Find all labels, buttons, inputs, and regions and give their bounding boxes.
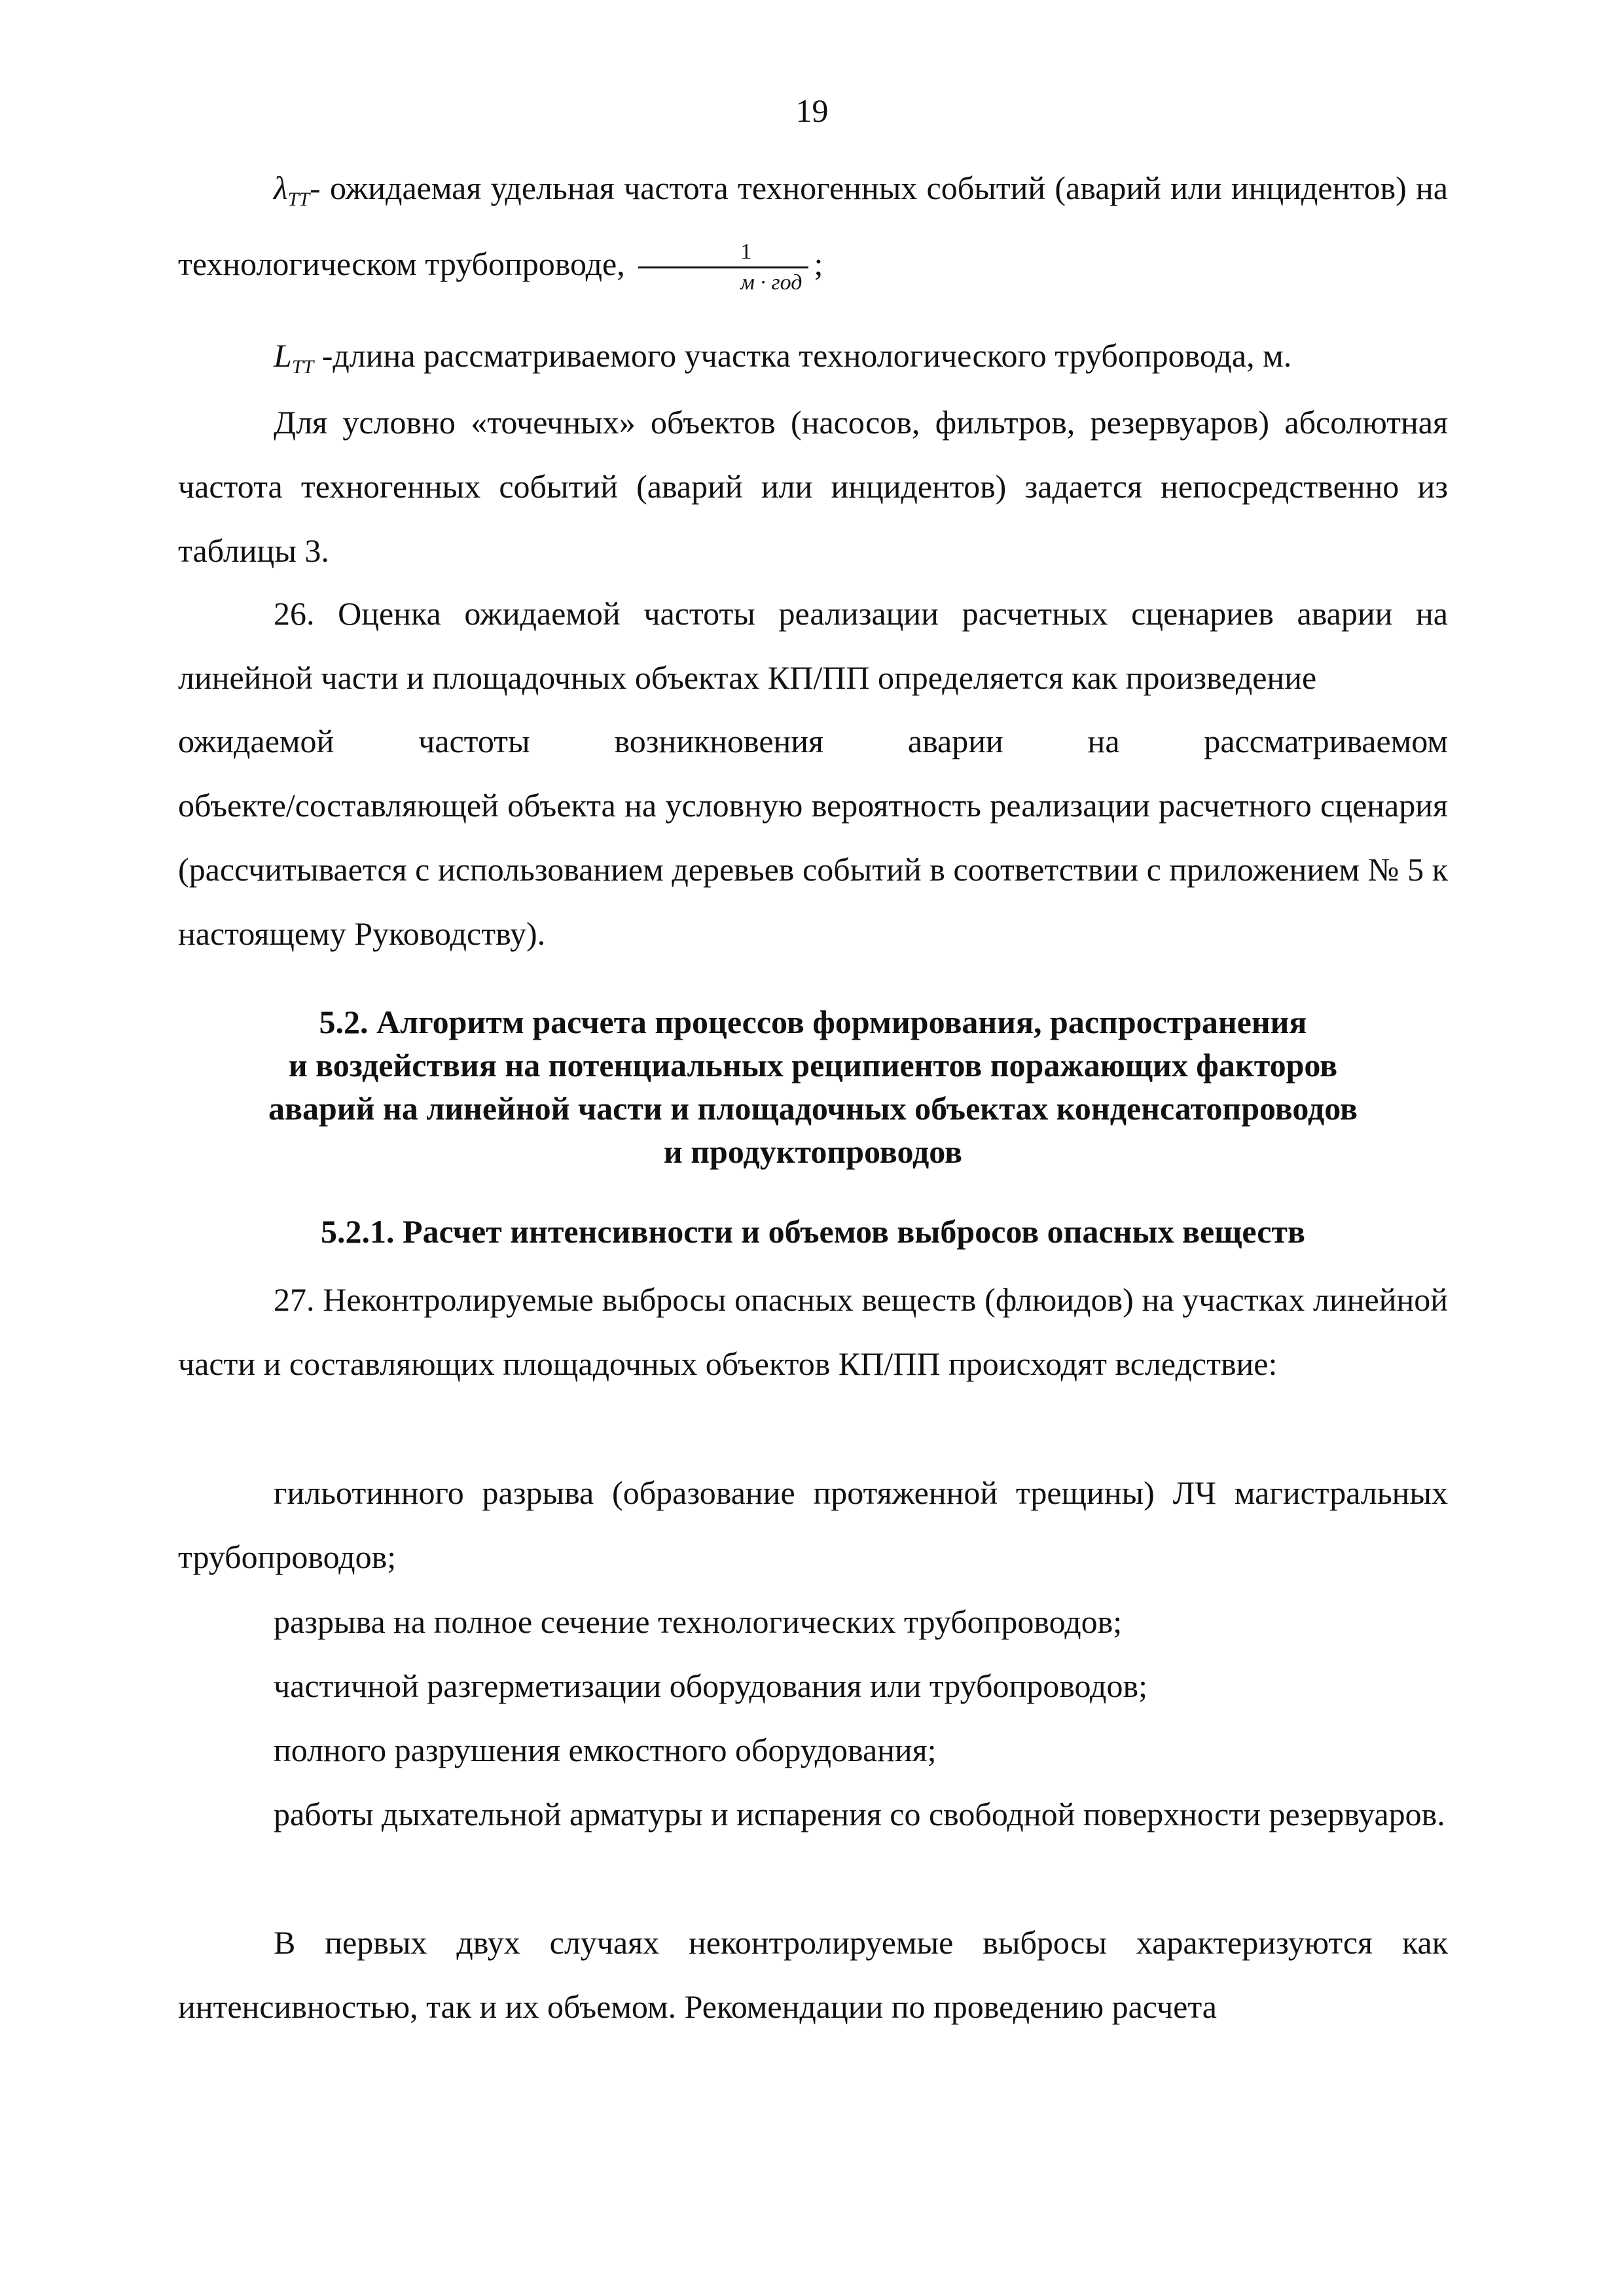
- length-definition-text: -длина рассматриваемого участка технологического трубопровода, м.: [314, 337, 1292, 374]
- section-heading-5-2-line2: и воздействия на потенциальных реципиентов поражающих факторов: [288, 1047, 1338, 1084]
- unit-numerator: 1: [638, 239, 808, 268]
- section-heading-5-2-line4: и продуктопроводов: [663, 1133, 963, 1170]
- section-heading-5-2-line1: 5.2. Алгоритм расчета процессов формирования, распространения: [319, 1004, 1307, 1040]
- unit-fraction: [638, 239, 808, 296]
- definition-length: [178, 323, 1448, 399]
- paragraph-last: В первых двух случаях неконтролируемые выбросы характеризуются как интенсивностью, так и их объемом. Рекомендации по проведению расчета: [178, 1924, 1448, 2025]
- length-subscript: ТТ: [291, 356, 314, 378]
- length-symbol: L: [274, 337, 292, 374]
- lambda-definition-text: - ожидаемая удельная частота техногенных событий (аварий или инцидентов) на технологическом трубопроводе,: [178, 170, 1448, 282]
- subsection-heading-5-2-1: 5.2.1. Расчет интенсивности и объемов выбросов опасных веществ: [321, 1213, 1305, 1250]
- lambda-symbol: λ: [274, 170, 288, 206]
- lambda-tail: ;: [814, 246, 823, 282]
- paragraph-26-line1: 26. Оценка ожидаемой частоты реализации расчетных сценариев аварии на линейной части и площадочных объектах КП/ПП определяется как произведение: [178, 595, 1448, 696]
- section-heading-5-2-line3: аварий на линейной части и площадочных объектах конденсатопроводов: [268, 1090, 1358, 1127]
- list-item: частичной разгерметизации оборудования или трубопроводов;: [274, 1667, 1147, 1704]
- list-item: разрыва на полное сечение технологических трубопроводов;: [274, 1603, 1123, 1640]
- list-item: работы дыхательной арматуры и испарения со свободной поверхности резервуаров.: [274, 1796, 1445, 1832]
- definition-lambda: [178, 156, 1448, 296]
- paragraph-26-line3: объекте/составляющей объекта на условную вероятность реализации расчетного сценария (рассчитывается с использованием деревьев событий в соответствии с приложением № 5 к настоящему Руководству).: [178, 787, 1448, 952]
- paragraph-27: 27. Неконтролируемые выбросы опасных веществ (флюидов) на участках линейной части и составляющих площадочных объектов КП/ПП происходят вследствие:: [178, 1281, 1448, 1382]
- list-item: полного разрушения емкостного оборудования;: [274, 1732, 937, 1768]
- paragraph-26-line2: ожидаемой частоты возникновения аварии на рассматриваемом: [178, 723, 1448, 759]
- list-item: гильотинного разрыва (образование протяженной трещины) ЛЧ магистральных трубопроводов;: [178, 1474, 1448, 1575]
- unit-denominator: м · год: [740, 270, 803, 295]
- page-number: 19: [795, 92, 829, 129]
- lambda-subscript: ТТ: [287, 189, 310, 210]
- paragraph-point-objects: Для условно «точечных» объектов (насосов, фильтров, резервуаров) абсолютная частота техногенных событий (аварий или инцидентов) задается непосредственно из таблицы 3.: [178, 404, 1448, 569]
